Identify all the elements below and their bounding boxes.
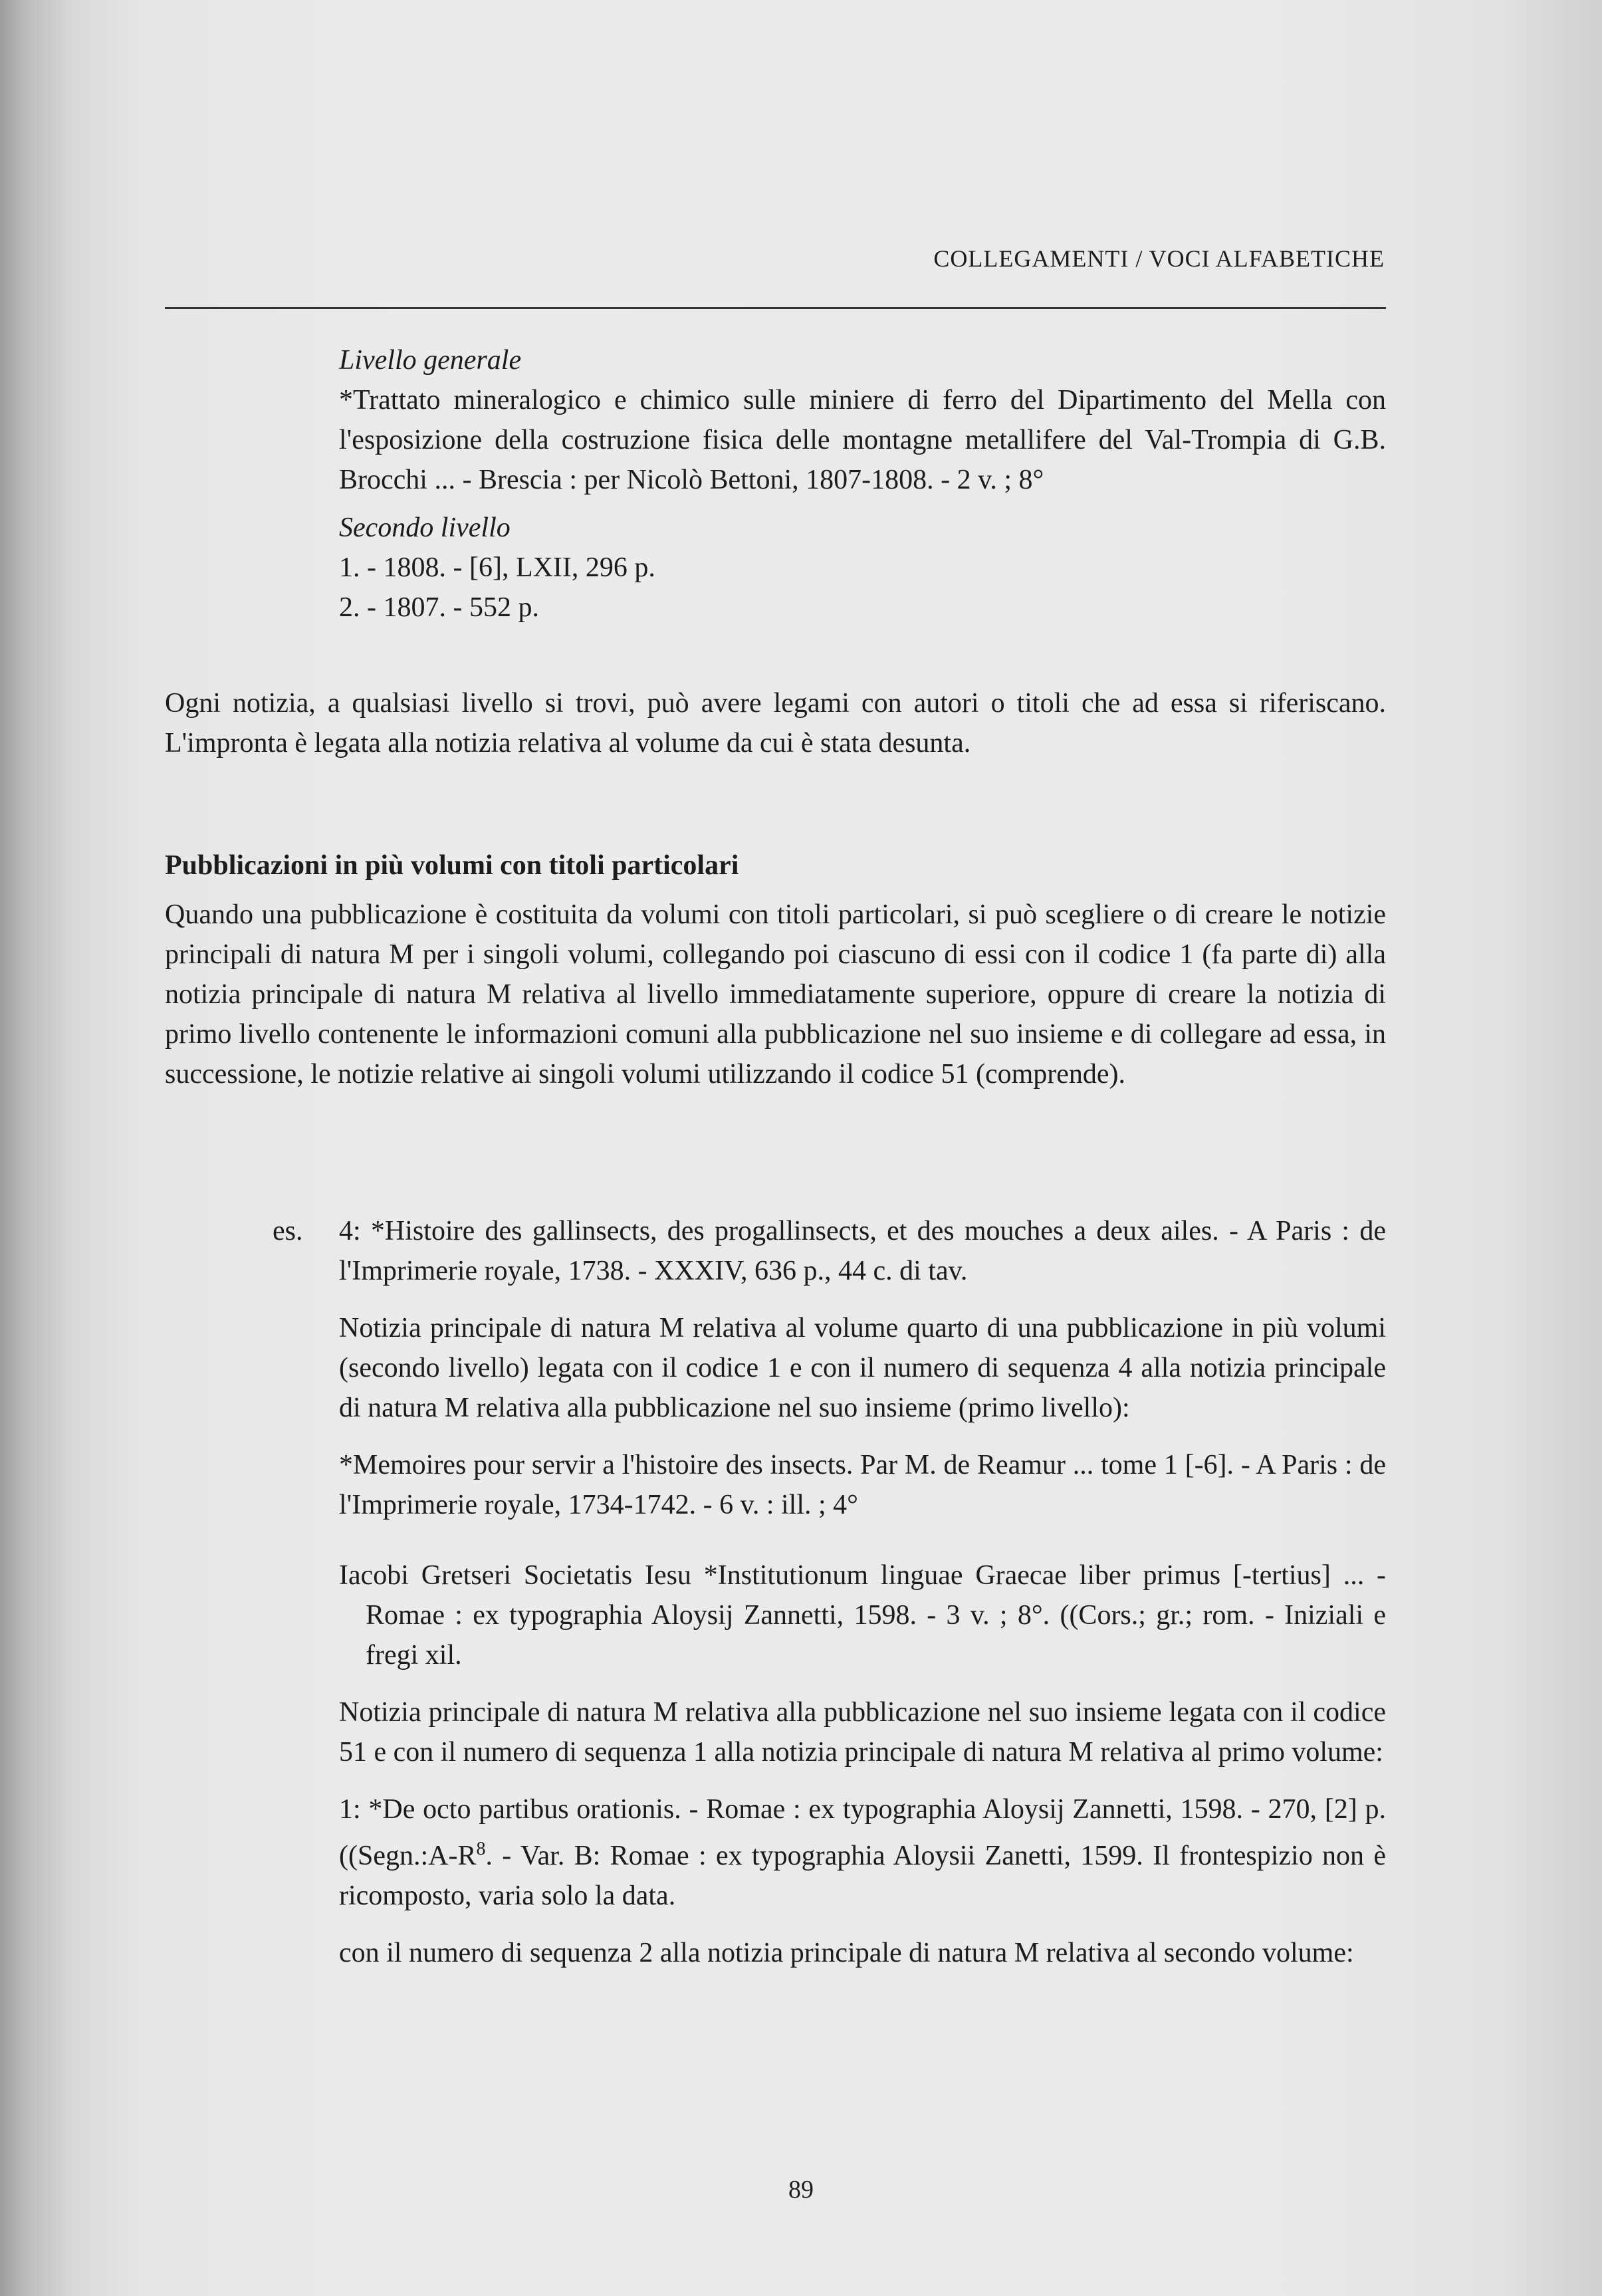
level2-line-1: 1. - 1808. - [6], LXII, 296 p. — [339, 552, 655, 583]
de-octo-sup: 8 — [476, 1839, 486, 1859]
header-rule — [165, 307, 1386, 309]
de-octo-part2: . - Var. B: Romae : ex typographia Aloysii Zanetti, 1599. Il frontespizio non è ricomposto, varia solo la data. — [339, 1841, 1386, 1911]
example-label-block — [273, 1211, 303, 1251]
level1-label: Livello generale — [339, 345, 522, 376]
section-block — [165, 846, 1386, 1094]
example-seq2-note: con il numero di sequenza 2 alla notizia principale di natura M relativa al secondo volume: — [339, 1938, 1354, 1968]
level1-record: *Trattato mineralogico e chimico sulle miniere di ferro del Dipartimento del Mella con l'esposizione della costruzione fisica delle montagne metallifere del Val-Trompia di G.B. Brocchi ... - Brescia : per Nicolò Bettoni, 1807-1808. - 2 v. ; 8° — [339, 385, 1386, 495]
example-vol4-note: Notizia principale di natura M relativa al volume quarto di una pubblicazione in più volumi (secondo livello) legata con il codice 1 e con il numero di sequenza 4 alla notizia principale di natura M relativa alla pubblicazione nel suo insieme (primo livello): — [339, 1313, 1386, 1423]
example-gretser: Iacobi Gretseri Societatis Iesu *Institutionum linguae Graecae liber primus [-tertius] ... - Romae : ex typographia Aloysij Zannetti, 1598. - 3 v. ; 8°. ((Cors.; gr.; rom. - Iniziali e fregi xil. — [339, 1560, 1386, 1670]
section-heading: Pubblicazioni in più volumi con titoli particolari — [165, 850, 739, 881]
example-levels — [339, 340, 1386, 628]
links-paragraph: Ogni notizia, a qualsiasi livello si trovi, può avere legami con autori o titoli che ad essa si riferiscano. L'impronta è legata alla notizia relativa al volume da cui è stata desunta. — [165, 688, 1386, 758]
example-de-octo — [339, 1789, 1386, 1916]
section-intro: Quando una pubblicazione è costituita da volumi con titoli particolari, si può scegliere o di creare le notizie principali di natura M per i singoli volumi, collegando poi ciascuno di essi con il codice 1 (fa parte di) alla notizia principale di natura M relativa al livello immediatamente superiore, oppure di creare la notizia di primo livello contenente le informazioni comuni alla pubblicazione nel suo insieme e di collegare ad essa, in successione, le notizie relative ai singoli volumi utilizzando il codice 51 (comprende). — [165, 899, 1386, 1090]
links-paragraph-block — [165, 683, 1386, 763]
examples-column — [339, 1211, 1386, 1973]
example-gretser-note: Notizia principale di natura M relativa alla pubblicazione nel suo insieme legata con il codice 51 e con il numero di sequenza 1 alla notizia principale di natura M relativa al primo volume: — [339, 1697, 1386, 1768]
level2-label: Secondo livello — [339, 513, 511, 543]
example-vol4: 4: *Histoire des gallinsects, des progallinsects, et des mouches a deux ailes. - A Paris : de l'Imprimerie royale, 1738. - XXXIV, 636 p., 44 c. di tav. — [339, 1216, 1386, 1286]
page-number: 89 — [788, 2176, 814, 2204]
running-header: COLLEGAMENTI / VOCI ALFABETICHE — [933, 245, 1385, 272]
de-octo-part1: 1: *De octo partibus orationis. - Romae : ex typographia Aloysij Zannetti, 1598. - 270, [2] p. ((Segn.:A-R — [339, 1794, 1386, 1871]
example-memoires: *Memoires pour servir a l'histoire des insects. Par M. de Reamur ... tome 1 [-6]. - A Paris : de l'Imprimerie royale, 1734-1742. - 6 v. : ill. ; 4° — [339, 1450, 1386, 1520]
example-label: es. — [273, 1216, 303, 1246]
level2-line-2: 2. - 1807. - 552 p. — [339, 592, 539, 623]
